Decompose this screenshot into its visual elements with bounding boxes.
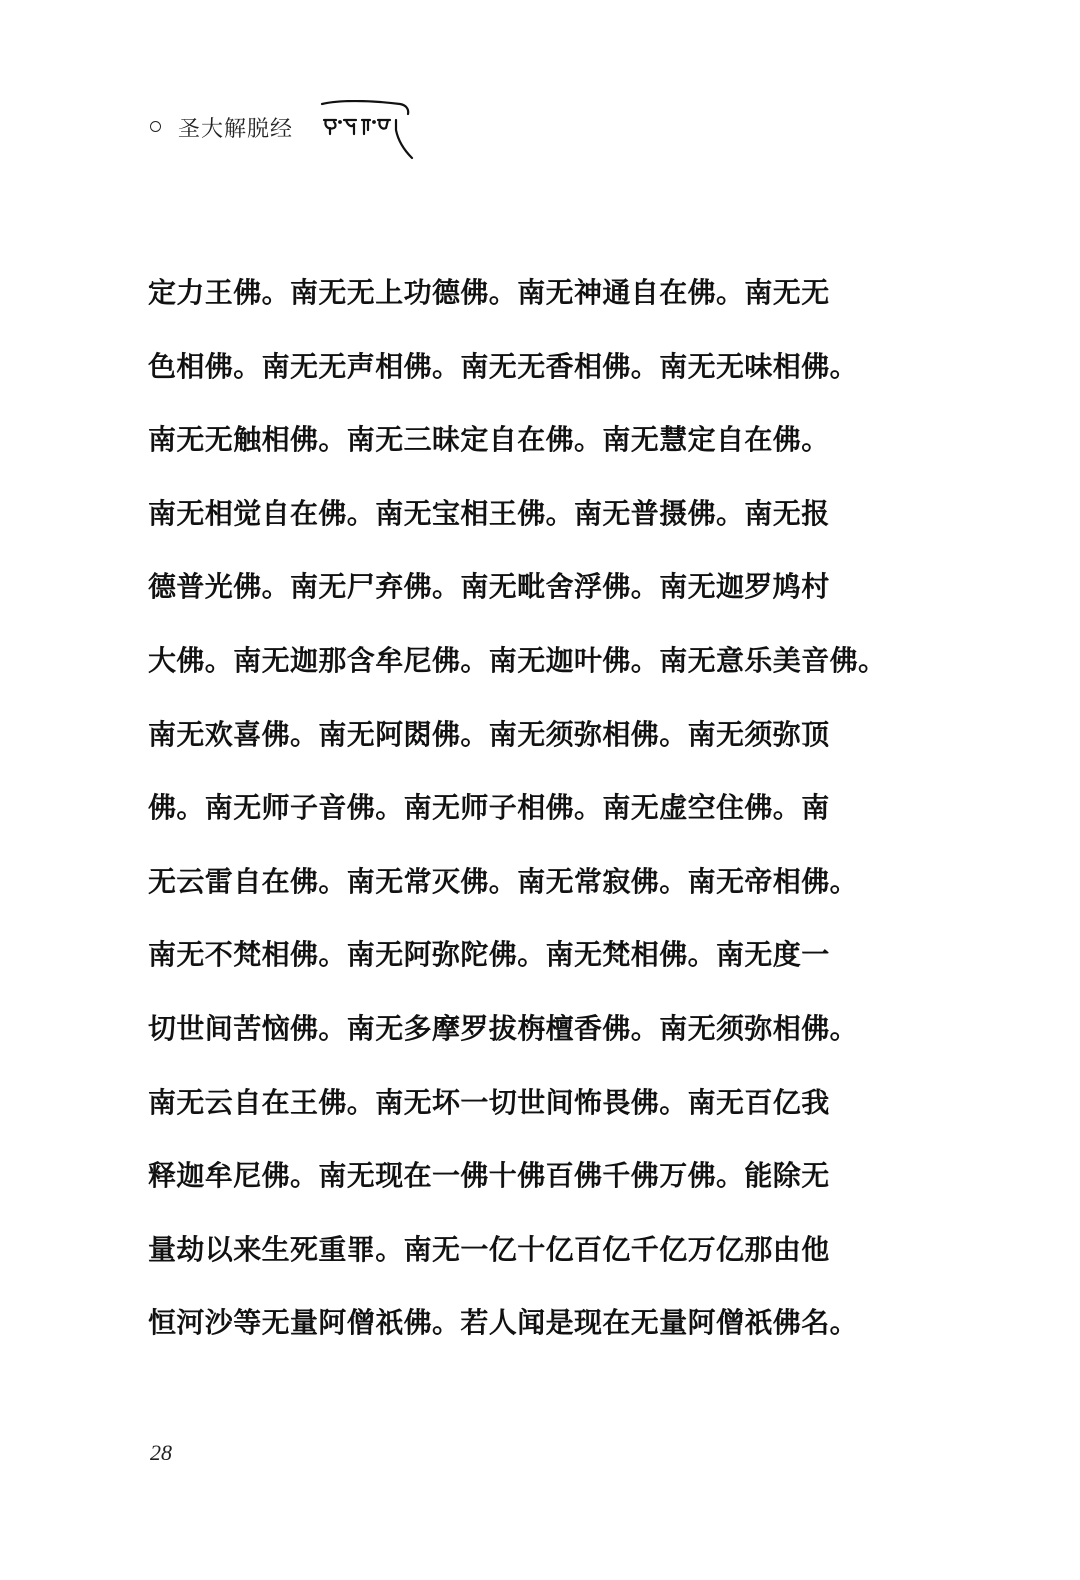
text-line: 释迦牟尼佛。南无现在一佛十佛百佛千佛万佛。能除无 (148, 1159, 830, 1193)
scripture-body (148, 256, 887, 1360)
text-line: 无云雷自在佛。南无常灭佛。南无常寂佛。南无帝相佛。 (148, 864, 859, 898)
text-line: 南无云自在王佛。南无坏一切世间怖畏佛。南无百亿我 (148, 1085, 830, 1119)
text-line: 量劫以来生死重罪。南无一亿十亿百亿千亿万亿那由他 (148, 1232, 830, 1266)
text-line: 南无相觉自在佛。南无宝相王佛。南无普摄佛。南无报 (148, 496, 830, 530)
running-header (148, 100, 448, 170)
text-line: 大佛。南无迦那含牟尼佛。南无迦叶佛。南无意乐美音佛。 (148, 643, 887, 677)
text-line: 切世间苦恼佛。南无多摩罗拔栴檀香佛。南无须弥相佛。 (148, 1011, 859, 1045)
page-number: 28 (150, 1440, 172, 1465)
text-line: 南无无触相佛。南无三昧定自在佛。南无慧定自在佛。 (148, 423, 830, 457)
text-line: 佛。南无师子音佛。南无师子相佛。南无虚空住佛。南 (148, 791, 830, 825)
text-line: 色相佛。南无无声相佛。南无无香相佛。南无无味相佛。 (148, 349, 859, 383)
text-line: 南无不梵相佛。南无阿弥陀佛。南无梵相佛。南无度一 (148, 938, 830, 972)
text-line: 恒河沙等无量阿僧祇佛。若人闻是现在无量阿僧祇佛名。 (148, 1306, 859, 1340)
tibetan-script-logo (318, 100, 418, 162)
book-title: 圣大解脱经 (178, 117, 294, 142)
text-line: 德普光佛。南无尸弃佛。南无毗舍浮佛。南无迦罗鸠村 (148, 570, 830, 604)
text-line: 定力王佛。南无无上功德佛。南无神通自在佛。南无无 (148, 276, 830, 309)
circle-bullet-icon (150, 121, 161, 132)
text-line: 南无欢喜佛。南无阿閦佛。南无须弥相佛。南无须弥顶 (148, 717, 830, 751)
